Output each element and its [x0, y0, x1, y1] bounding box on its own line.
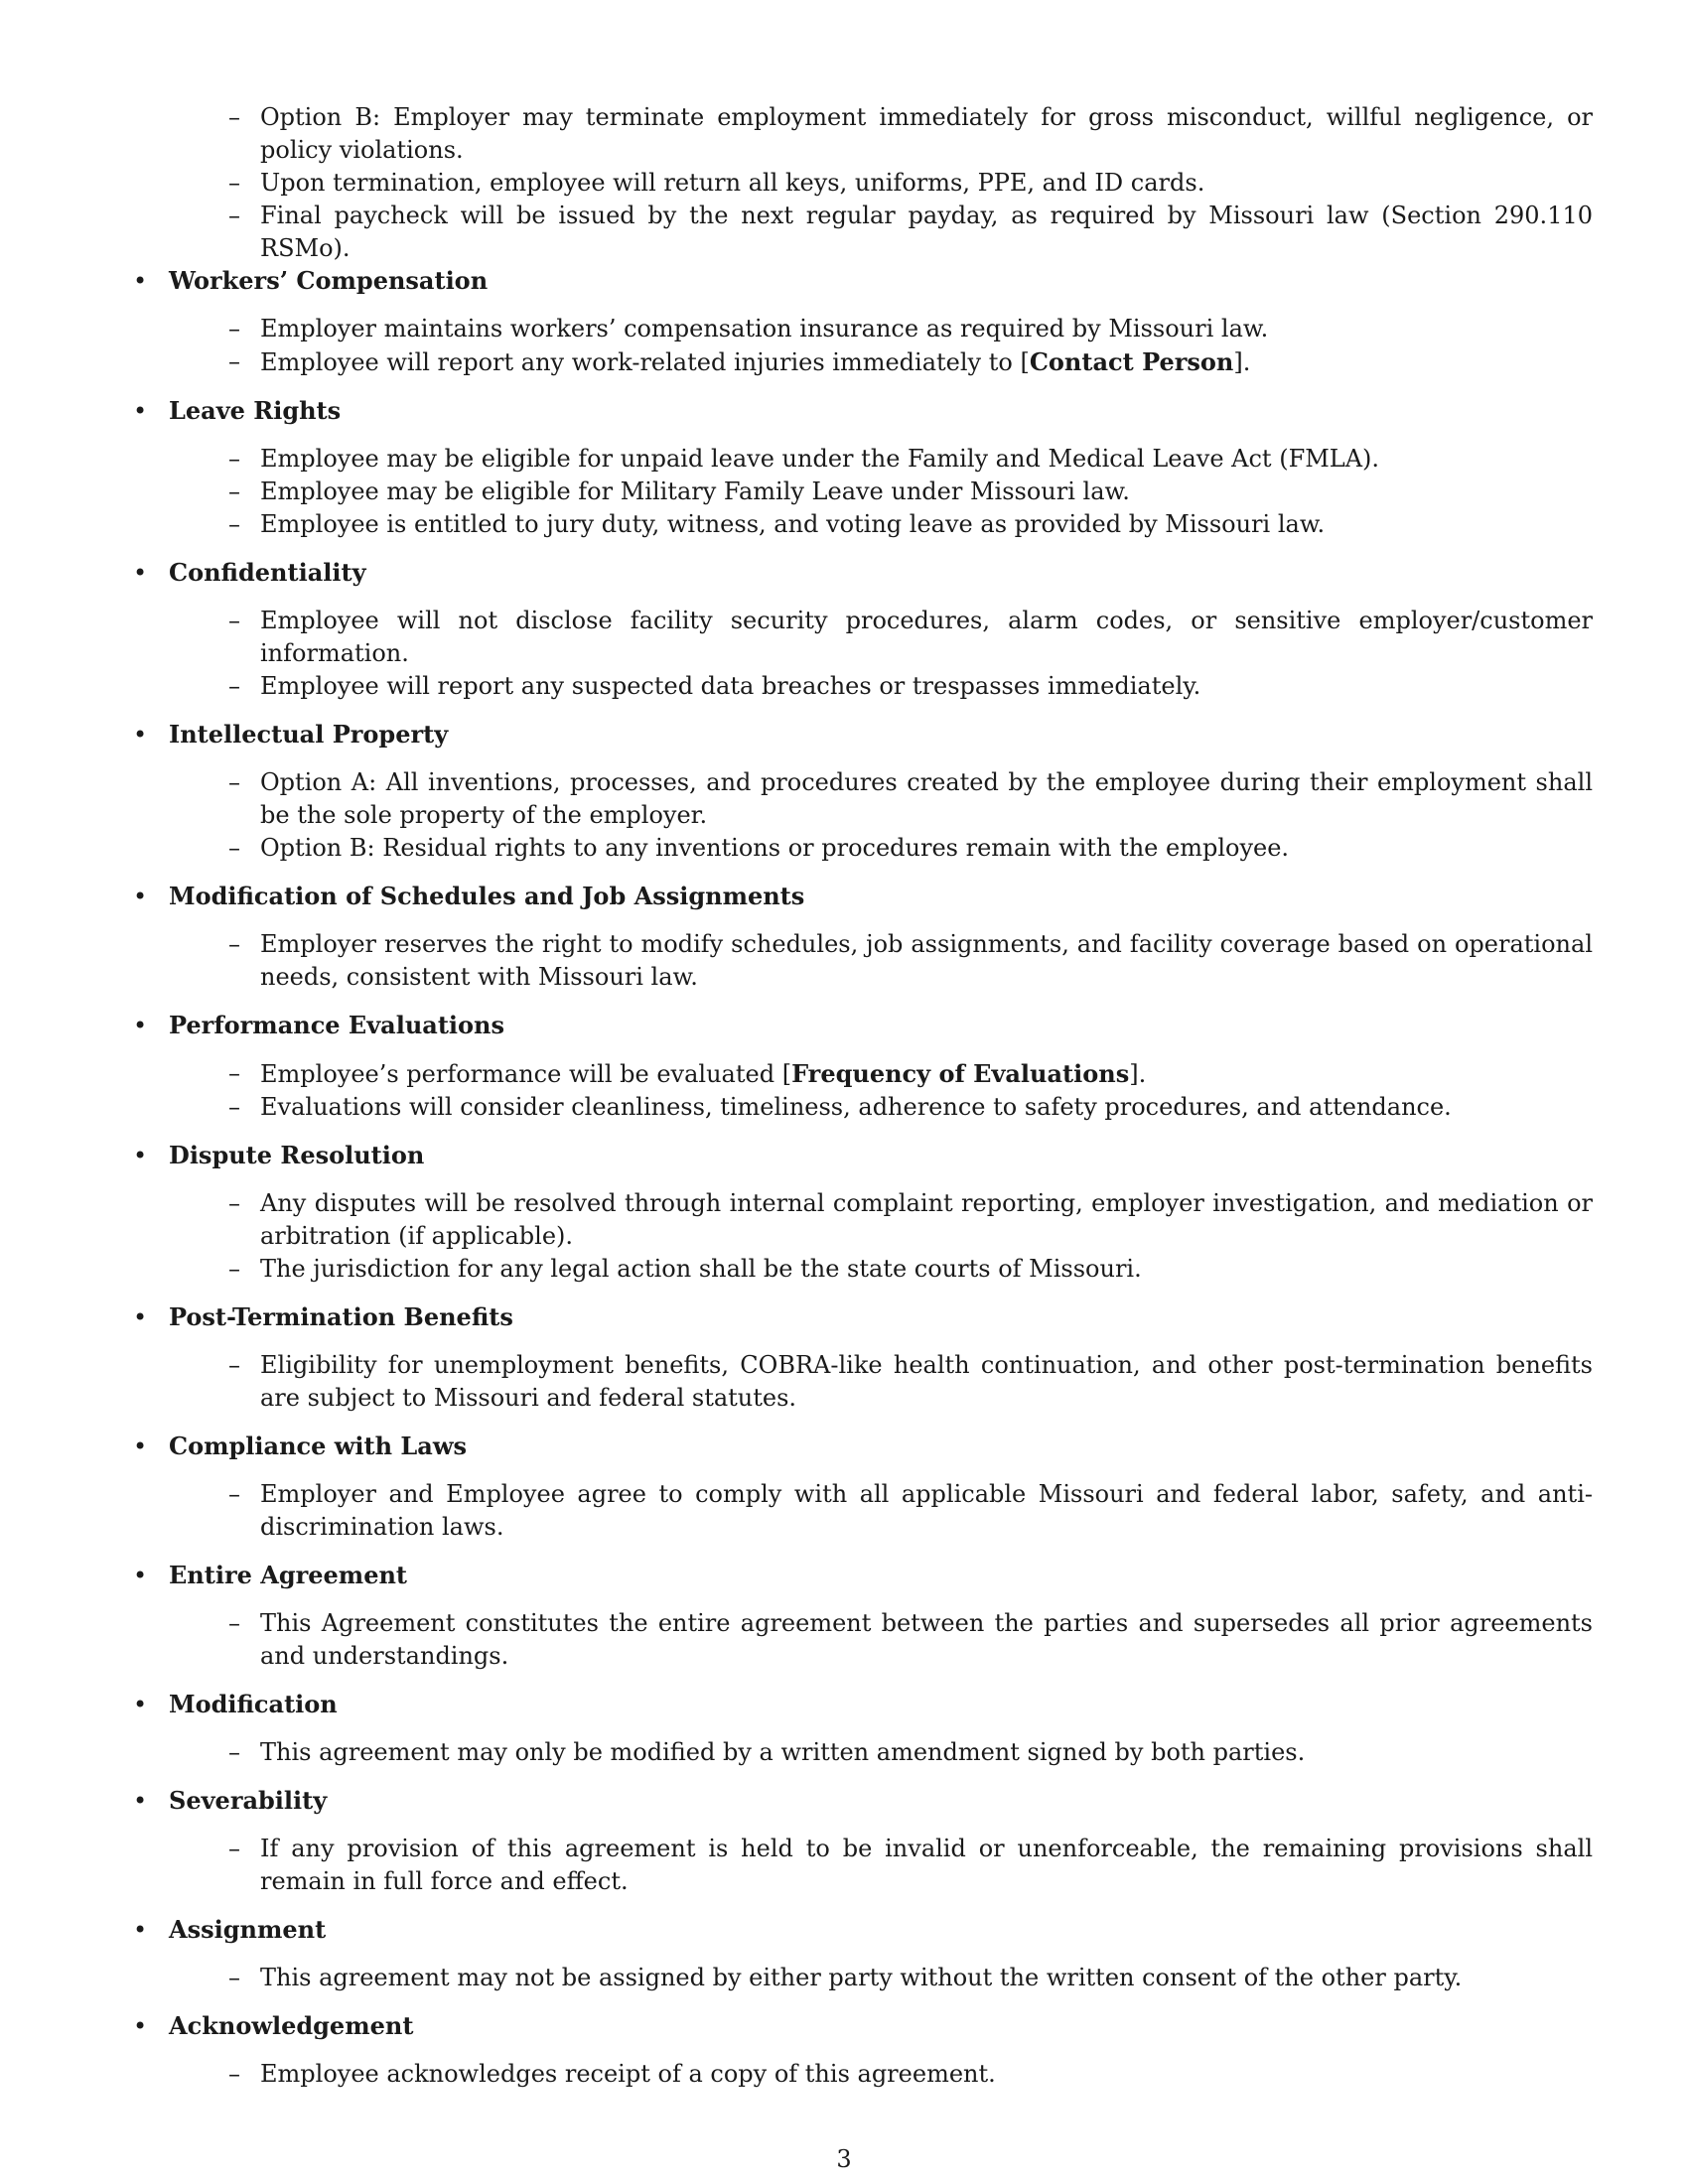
bullet-icon: •	[133, 1787, 148, 1815]
dash-bullet-icon: –	[228, 1189, 240, 1217]
section-title: Workers’ Compensation	[169, 266, 489, 295]
section	[133, 265, 1593, 379]
dash-bullet-icon: –	[228, 510, 240, 538]
bullet-icon: •	[133, 1916, 148, 1944]
section-title: Confidentiality	[169, 558, 366, 587]
item-text: Option B: Residual rights to any inventions or procedures remain with the employee.	[260, 834, 1290, 862]
section-items	[228, 605, 1593, 703]
list-item	[228, 443, 1593, 476]
section-items	[228, 928, 1593, 994]
section	[133, 1301, 1593, 1415]
item-text: ].	[1233, 348, 1251, 376]
item-text: Any disputes will be resolved through internal complaint reporting, employer investigation, and mediation or arbitration (if applicable).	[260, 1189, 1593, 1250]
list-item	[228, 1091, 1593, 1124]
section-title: Modification	[169, 1690, 338, 1718]
section-title: Performance Evaluations	[169, 1011, 505, 1039]
dash-bullet-icon: –	[228, 1964, 240, 1991]
section-items	[228, 2058, 1593, 2091]
item-text: Final paycheck will be issued by the next regular payday, as required by Missouri law (Section 290.110 RSMo).	[260, 202, 1593, 262]
dash-bullet-icon: –	[228, 315, 240, 342]
item-text: Upon termination, employee will return all keys, uniforms, PPE, and ID cards.	[260, 169, 1205, 197]
section	[133, 2010, 1593, 2091]
section	[133, 395, 1593, 541]
list-item	[228, 1607, 1593, 1673]
list-item	[228, 1349, 1593, 1415]
item-text: ].	[1129, 1060, 1147, 1088]
dash-bullet-icon: –	[228, 1835, 240, 1862]
item-text: Employee’s performance will be evaluated [	[260, 1060, 792, 1088]
list-item	[228, 313, 1593, 345]
dash-bullet-icon: –	[228, 834, 240, 862]
dash-bullet-icon: –	[228, 478, 240, 505]
list-item	[228, 200, 1593, 265]
item-text: Employee acknowledges receipt of a copy of this agreement.	[260, 2060, 996, 2088]
dash-bullet-icon: –	[228, 768, 240, 796]
section	[133, 1431, 1593, 1544]
bullet-icon: •	[133, 721, 148, 749]
dash-bullet-icon: –	[228, 445, 240, 473]
item-text: Employee is entitled to jury duty, witness, and voting leave as provided by Missouri law.	[260, 510, 1326, 538]
item-text: This agreement may not be assigned by either party without the written consent of the other party.	[260, 1964, 1463, 1991]
item-text: This agreement may only be modified by a written amendment signed by both parties.	[260, 1738, 1306, 1766]
section-title: Modification of Schedules and Job Assignments	[169, 882, 805, 910]
list-item	[228, 1187, 1593, 1253]
section-items	[228, 1962, 1593, 1994]
section-items	[228, 1187, 1593, 1286]
dash-bullet-icon: –	[228, 1480, 240, 1508]
item-text: Employee will report any suspected data breaches or trespasses immediately.	[260, 672, 1201, 700]
section-title: Post-Termination Benefits	[169, 1302, 513, 1331]
list-item	[228, 670, 1593, 703]
list-item	[228, 101, 1593, 167]
bullet-icon: •	[133, 2012, 148, 2040]
dash-bullet-icon: –	[228, 1351, 240, 1379]
dash-bullet-icon: –	[228, 1609, 240, 1637]
dash-bullet-icon: –	[228, 1059, 240, 1087]
item-text: If any provision of this agreement is held to be invalid or unenforceable, the remaining provisions shall remain in full force and effect.	[260, 1835, 1593, 1895]
section-title: Acknowledgement	[169, 2011, 414, 2040]
bullet-icon: •	[133, 267, 148, 295]
list-item	[228, 1962, 1593, 1994]
section-title: Leave Rights	[169, 396, 342, 425]
item-text: This Agreement constitutes the entire agreement between the parties and supersedes all prior agreements and understandings.	[260, 1609, 1593, 1670]
section-title: Severability	[169, 1786, 328, 1815]
placeholder-field: Frequency of Evaluations	[791, 1059, 1130, 1088]
section-items	[228, 1349, 1593, 1415]
list-item	[228, 508, 1593, 541]
section-items	[228, 1057, 1593, 1124]
section-title: Assignment	[169, 1915, 327, 1944]
dash-bullet-icon: –	[228, 607, 240, 634]
bullet-icon: •	[133, 1142, 148, 1169]
dash-bullet-icon: –	[228, 672, 240, 700]
bullet-icon: •	[133, 559, 148, 587]
list-item	[228, 928, 1593, 994]
item-text: Employee will report any work-related injuries immediately to [	[260, 348, 1030, 376]
item-text: Evaluations will consider cleanliness, timeliness, adherence to safety procedures, and attendance.	[260, 1093, 1452, 1121]
bullet-icon: •	[133, 1303, 148, 1331]
section-items	[228, 313, 1593, 379]
section-title: Entire Agreement	[169, 1561, 407, 1589]
section-items	[228, 1478, 1593, 1544]
section-title: Dispute Resolution	[169, 1141, 425, 1169]
bullet-icon: •	[133, 1433, 148, 1460]
placeholder-field: Contact Person	[1029, 347, 1234, 376]
section-title: Intellectual Property	[169, 720, 449, 749]
item-text: Employee will not disclose facility security procedures, alarm codes, or sensitive employer/customer information.	[260, 607, 1593, 667]
section-items	[228, 443, 1593, 541]
list-item	[228, 345, 1593, 379]
section	[133, 719, 1593, 865]
list-item	[228, 167, 1593, 200]
list-item	[228, 476, 1593, 508]
section-list	[133, 265, 1593, 2091]
list-item	[228, 1478, 1593, 1544]
list-item	[228, 832, 1593, 865]
bullet-icon: •	[133, 397, 148, 425]
item-text: Option A: All inventions, processes, and procedures created by the employee during their employment shall be the sole property of the employer.	[260, 768, 1593, 829]
section	[133, 1140, 1593, 1286]
item-text: The jurisdiction for any legal action shall be the state courts of Missouri.	[260, 1255, 1142, 1283]
dash-bullet-icon: –	[228, 347, 240, 375]
bullet-icon: •	[133, 883, 148, 910]
dash-bullet-icon: –	[228, 930, 240, 958]
item-text: Employer and Employee agree to comply with all applicable Missouri and federal labor, safety, and anti-discrimination laws.	[260, 1480, 1593, 1541]
dash-bullet-icon: –	[228, 103, 240, 131]
section-title: Compliance with Laws	[169, 1432, 468, 1460]
item-text: Employee may be eligible for Military Family Leave under Missouri law.	[260, 478, 1130, 505]
section	[133, 1785, 1593, 1898]
dash-bullet-icon: –	[228, 202, 240, 229]
section	[133, 1914, 1593, 1994]
bullet-icon: •	[133, 1012, 148, 1039]
list-item	[228, 605, 1593, 670]
section	[133, 557, 1593, 703]
section	[133, 1010, 1593, 1124]
dash-bullet-icon: –	[228, 2060, 240, 2088]
item-text: Employer maintains workers’ compensation insurance as required by Missouri law.	[260, 315, 1269, 342]
item-text: Employee may be eligible for unpaid leave under the Family and Medical Leave Act (FMLA).	[260, 445, 1380, 473]
list-item	[228, 1833, 1593, 1898]
section-items	[228, 1833, 1593, 1898]
dash-bullet-icon: –	[228, 1093, 240, 1121]
dash-bullet-icon: –	[228, 1738, 240, 1766]
section-items	[228, 1607, 1593, 1673]
list-item	[228, 2058, 1593, 2091]
bullet-icon: •	[133, 1691, 148, 1718]
dash-bullet-icon: –	[228, 1255, 240, 1283]
item-text: Eligibility for unemployment benefits, COBRA-like health continuation, and other post-termination benefits are subject to Missouri and federal statutes.	[260, 1351, 1593, 1412]
document-body	[133, 101, 1593, 2091]
dash-bullet-icon: –	[228, 169, 240, 197]
list-item	[228, 766, 1593, 832]
section	[133, 1560, 1593, 1673]
item-text: Employer reserves the right to modify schedules, job assignments, and facility coverage based on operational needs, consistent with Missouri law.	[260, 930, 1593, 991]
section-items	[228, 1736, 1593, 1769]
list-item	[228, 1736, 1593, 1769]
section-items	[228, 766, 1593, 865]
list-item	[228, 1057, 1593, 1091]
item-text: Option B: Employer may terminate employment immediately for gross misconduct, willful negligence, or policy violations.	[260, 103, 1593, 164]
list-item	[228, 1253, 1593, 1286]
page-number: 3	[836, 2145, 852, 2173]
continuation-list	[228, 101, 1593, 265]
bullet-icon: •	[133, 1562, 148, 1589]
section	[133, 881, 1593, 994]
section	[133, 1689, 1593, 1769]
